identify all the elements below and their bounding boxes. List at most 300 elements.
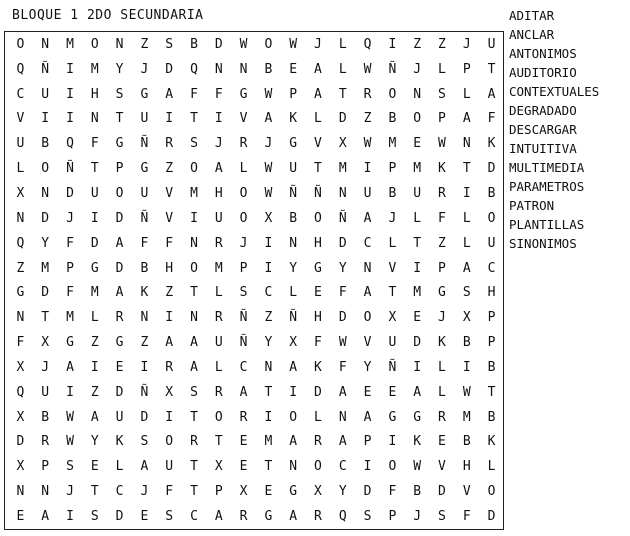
grid-cell[interactable]: H: [314, 310, 322, 326]
grid-cell[interactable]: G: [264, 508, 273, 524]
grid-cell[interactable]: B: [388, 111, 397, 127]
grid-cell[interactable]: L: [388, 235, 397, 251]
grid-cell[interactable]: E: [314, 285, 322, 301]
grid-cell[interactable]: D: [338, 310, 347, 326]
grid-cell[interactable]: F: [388, 484, 397, 500]
grid-cell[interactable]: X: [165, 384, 174, 400]
grid-cell[interactable]: X: [388, 310, 397, 326]
grid-cell[interactable]: R: [165, 359, 174, 375]
grid-cell[interactable]: T: [115, 111, 124, 127]
grid-cell[interactable]: F: [16, 335, 25, 351]
grid-cell[interactable]: I: [140, 359, 149, 375]
grid-cell[interactable]: K: [289, 111, 298, 127]
grid-cell[interactable]: I: [90, 210, 99, 226]
grid-cell[interactable]: L: [438, 384, 446, 400]
grid-cell[interactable]: S: [90, 508, 99, 524]
grid-cell[interactable]: Ñ: [338, 210, 347, 226]
grid-cell[interactable]: Z: [438, 36, 446, 52]
grid-cell[interactable]: D: [115, 210, 124, 226]
grid-cell[interactable]: D: [90, 235, 99, 251]
grid-cell[interactable]: I: [66, 86, 74, 102]
grid-cell[interactable]: P: [487, 310, 496, 326]
grid-cell[interactable]: T: [190, 484, 198, 500]
grid-cell[interactable]: V: [165, 210, 174, 226]
grid-cell[interactable]: V: [16, 111, 25, 127]
grid-cell[interactable]: N: [16, 310, 25, 326]
grid-cell[interactable]: P: [239, 260, 248, 276]
grid-cell[interactable]: E: [239, 459, 248, 475]
grid-cell[interactable]: I: [363, 459, 372, 475]
grid-cell[interactable]: Y: [363, 359, 372, 375]
grid-cell[interactable]: N: [115, 36, 124, 52]
grid-cell[interactable]: G: [289, 136, 298, 152]
grid-cell[interactable]: Ñ: [314, 185, 322, 201]
grid-cell[interactable]: L: [214, 359, 223, 375]
grid-cell[interactable]: B: [487, 409, 496, 425]
grid-cell[interactable]: G: [115, 136, 124, 152]
grid-cell[interactable]: H: [90, 86, 99, 102]
grid-cell[interactable]: X: [16, 359, 25, 375]
grid-cell[interactable]: Z: [140, 335, 149, 351]
grid-cell[interactable]: D: [115, 384, 124, 400]
grid-cell[interactable]: K: [140, 285, 149, 301]
grid-cell[interactable]: A: [338, 434, 347, 450]
grid-cell[interactable]: U: [165, 459, 174, 475]
grid-cell[interactable]: C: [16, 86, 25, 102]
grid-cell[interactable]: A: [487, 86, 496, 102]
grid-cell[interactable]: W: [66, 434, 74, 450]
grid-cell[interactable]: U: [140, 185, 149, 201]
grid-cell[interactable]: E: [289, 61, 298, 77]
grid-cell[interactable]: D: [66, 185, 74, 201]
grid-cell[interactable]: R: [214, 310, 223, 326]
grid-cell[interactable]: C: [363, 235, 372, 251]
grid-cell[interactable]: F: [338, 285, 347, 301]
grid-cell[interactable]: B: [41, 409, 50, 425]
grid-cell[interactable]: D: [41, 285, 50, 301]
grid-cell[interactable]: R: [239, 508, 248, 524]
grid-cell[interactable]: L: [462, 210, 471, 226]
grid-cell[interactable]: P: [487, 335, 496, 351]
grid-cell[interactable]: Ñ: [140, 210, 149, 226]
grid-cell[interactable]: K: [413, 434, 422, 450]
grid-cell[interactable]: I: [264, 409, 273, 425]
grid-cell[interactable]: S: [66, 459, 74, 475]
grid-cell[interactable]: D: [165, 61, 174, 77]
grid-cell[interactable]: F: [487, 111, 496, 127]
grid-cell[interactable]: L: [115, 459, 124, 475]
grid-cell[interactable]: A: [363, 409, 372, 425]
grid-cell[interactable]: T: [264, 459, 273, 475]
grid-cell[interactable]: B: [413, 484, 422, 500]
grid-cell[interactable]: Z: [165, 285, 174, 301]
grid-cell[interactable]: W: [66, 409, 74, 425]
grid-cell[interactable]: D: [413, 335, 422, 351]
grid-cell[interactable]: J: [239, 235, 248, 251]
grid-cell[interactable]: T: [90, 161, 99, 177]
grid-cell[interactable]: J: [413, 508, 422, 524]
grid-cell[interactable]: O: [41, 161, 50, 177]
grid-cell[interactable]: J: [314, 36, 322, 52]
grid-cell[interactable]: B: [487, 359, 496, 375]
grid-cell[interactable]: R: [363, 86, 372, 102]
grid-cell[interactable]: T: [264, 384, 273, 400]
grid-cell[interactable]: L: [438, 61, 446, 77]
grid-cell[interactable]: L: [314, 409, 322, 425]
grid-cell[interactable]: X: [16, 409, 25, 425]
grid-cell[interactable]: F: [165, 235, 174, 251]
grid-cell[interactable]: L: [413, 210, 422, 226]
grid-cell[interactable]: L: [438, 359, 446, 375]
grid-cell[interactable]: Z: [438, 235, 446, 251]
grid-cell[interactable]: Ñ: [388, 359, 397, 375]
grid-cell[interactable]: F: [165, 484, 174, 500]
grid-cell[interactable]: P: [462, 61, 471, 77]
grid-cell[interactable]: K: [115, 434, 124, 450]
grid-cell[interactable]: X: [41, 335, 50, 351]
grid-cell[interactable]: N: [16, 484, 25, 500]
grid-cell[interactable]: N: [462, 136, 471, 152]
grid-cell[interactable]: A: [338, 384, 347, 400]
grid-cell[interactable]: V: [462, 484, 471, 500]
grid-cell[interactable]: I: [264, 235, 273, 251]
grid-cell[interactable]: F: [66, 235, 74, 251]
grid-cell[interactable]: N: [190, 235, 198, 251]
grid-cell[interactable]: S: [363, 508, 372, 524]
grid-cell[interactable]: N: [41, 36, 50, 52]
grid-cell[interactable]: S: [462, 285, 471, 301]
grid-cell[interactable]: C: [190, 508, 198, 524]
grid-cell[interactable]: U: [41, 86, 50, 102]
grid-cell[interactable]: E: [388, 384, 397, 400]
grid-cell[interactable]: V: [239, 111, 248, 127]
grid-cell[interactable]: R: [214, 384, 223, 400]
grid-cell[interactable]: W: [264, 86, 273, 102]
grid-cell[interactable]: B: [41, 136, 50, 152]
grid-cell[interactable]: B: [462, 434, 471, 450]
grid-cell[interactable]: L: [462, 86, 471, 102]
grid-cell[interactable]: T: [214, 434, 223, 450]
grid-cell[interactable]: J: [214, 136, 223, 152]
grid-cell[interactable]: F: [214, 86, 223, 102]
grid-cell[interactable]: A: [165, 335, 174, 351]
grid-cell[interactable]: X: [314, 484, 322, 500]
grid-cell[interactable]: S: [165, 508, 174, 524]
grid-cell[interactable]: O: [487, 210, 496, 226]
grid-cell[interactable]: X: [462, 310, 471, 326]
grid-cell[interactable]: R: [314, 434, 322, 450]
grid-cell[interactable]: P: [388, 508, 397, 524]
grid-cell[interactable]: J: [438, 310, 446, 326]
grid-cell[interactable]: V: [388, 260, 397, 276]
grid-cell[interactable]: F: [314, 335, 322, 351]
grid-cell[interactable]: Z: [90, 335, 99, 351]
grid-cell[interactable]: Z: [165, 161, 174, 177]
grid-cell[interactable]: I: [214, 111, 223, 127]
grid-cell[interactable]: M: [413, 161, 422, 177]
grid-cell[interactable]: B: [190, 36, 198, 52]
grid-cell[interactable]: L: [338, 61, 347, 77]
grid-cell[interactable]: Y: [264, 335, 273, 351]
grid-cell[interactable]: A: [66, 359, 74, 375]
grid-cell[interactable]: Q: [338, 508, 347, 524]
grid-cell[interactable]: U: [487, 36, 496, 52]
grid-cell[interactable]: I: [66, 384, 74, 400]
grid-cell[interactable]: E: [438, 434, 446, 450]
grid-cell[interactable]: U: [487, 235, 496, 251]
grid-cell[interactable]: T: [90, 484, 99, 500]
grid-cell[interactable]: G: [314, 260, 322, 276]
grid-cell[interactable]: E: [115, 359, 124, 375]
grid-cell[interactable]: U: [140, 111, 149, 127]
grid-cell[interactable]: A: [289, 434, 298, 450]
grid-cell[interactable]: D: [115, 508, 124, 524]
grid-cell[interactable]: H: [487, 285, 496, 301]
grid-cell[interactable]: Ñ: [289, 185, 298, 201]
grid-cell[interactable]: G: [115, 335, 124, 351]
grid-cell[interactable]: P: [289, 86, 298, 102]
grid-cell[interactable]: D: [140, 409, 149, 425]
grid-cell[interactable]: J: [388, 210, 397, 226]
grid-cell[interactable]: E: [264, 484, 273, 500]
grid-cell[interactable]: I: [41, 111, 50, 127]
grid-cell[interactable]: Z: [90, 384, 99, 400]
grid-cell[interactable]: L: [214, 285, 223, 301]
grid-cell[interactable]: O: [487, 484, 496, 500]
grid-cell[interactable]: I: [413, 260, 422, 276]
grid-cell[interactable]: M: [264, 434, 273, 450]
grid-cell[interactable]: D: [16, 434, 25, 450]
grid-cell[interactable]: L: [314, 111, 322, 127]
grid-cell[interactable]: A: [289, 508, 298, 524]
grid-cell[interactable]: K: [438, 161, 446, 177]
grid-cell[interactable]: M: [190, 185, 198, 201]
grid-cell[interactable]: T: [462, 161, 471, 177]
grid-cell[interactable]: J: [66, 210, 74, 226]
grid-cell[interactable]: F: [338, 359, 347, 375]
grid-cell[interactable]: T: [314, 161, 322, 177]
grid-cell[interactable]: E: [239, 434, 248, 450]
grid-cell[interactable]: H: [165, 260, 174, 276]
grid-cell[interactable]: W: [363, 61, 372, 77]
grid-cell[interactable]: M: [90, 285, 99, 301]
grid-cell[interactable]: U: [289, 161, 298, 177]
grid-cell[interactable]: T: [338, 86, 347, 102]
grid-cell[interactable]: A: [214, 508, 223, 524]
grid-cell[interactable]: L: [16, 161, 25, 177]
grid-cell[interactable]: A: [115, 285, 124, 301]
grid-cell[interactable]: J: [140, 484, 149, 500]
grid-cell[interactable]: W: [264, 185, 273, 201]
grid-cell[interactable]: N: [289, 235, 298, 251]
grid-cell[interactable]: I: [462, 359, 471, 375]
grid-cell[interactable]: D: [115, 260, 124, 276]
grid-cell[interactable]: N: [338, 409, 347, 425]
grid-cell[interactable]: W: [264, 161, 273, 177]
grid-cell[interactable]: I: [388, 36, 397, 52]
grid-cell[interactable]: Ñ: [140, 384, 149, 400]
grid-cell[interactable]: A: [115, 235, 124, 251]
grid-cell[interactable]: I: [462, 185, 471, 201]
grid-cell[interactable]: R: [190, 434, 198, 450]
grid-cell[interactable]: E: [16, 508, 25, 524]
grid-cell[interactable]: N: [90, 111, 99, 127]
grid-cell[interactable]: N: [41, 185, 50, 201]
grid-cell[interactable]: M: [338, 161, 347, 177]
grid-cell[interactable]: A: [462, 111, 471, 127]
grid-cell[interactable]: Q: [16, 384, 25, 400]
grid-cell[interactable]: O: [289, 409, 298, 425]
grid-cell[interactable]: A: [314, 61, 322, 77]
grid-cell[interactable]: O: [314, 459, 322, 475]
grid-cell[interactable]: T: [41, 310, 50, 326]
grid-cell[interactable]: D: [41, 210, 50, 226]
grid-cell[interactable]: A: [289, 359, 298, 375]
grid-cell[interactable]: X: [289, 335, 298, 351]
grid-cell[interactable]: F: [462, 508, 471, 524]
grid-cell[interactable]: Y: [338, 260, 347, 276]
grid-cell[interactable]: Y: [90, 434, 99, 450]
grid-cell[interactable]: Q: [66, 136, 74, 152]
grid-cell[interactable]: W: [338, 335, 347, 351]
grid-cell[interactable]: O: [239, 210, 248, 226]
grid-cell[interactable]: W: [289, 36, 298, 52]
grid-cell[interactable]: B: [487, 185, 496, 201]
grid-cell[interactable]: B: [289, 210, 298, 226]
grid-cell[interactable]: T: [190, 459, 198, 475]
grid-cell[interactable]: A: [190, 335, 198, 351]
grid-cell[interactable]: D: [214, 36, 223, 52]
grid-cell[interactable]: A: [239, 384, 248, 400]
grid-cell[interactable]: X: [214, 459, 223, 475]
grid-cell[interactable]: D: [438, 484, 446, 500]
grid-cell[interactable]: O: [16, 36, 25, 52]
grid-cell[interactable]: X: [338, 136, 347, 152]
grid-cell[interactable]: Q: [16, 61, 25, 77]
grid-cell[interactable]: I: [165, 310, 174, 326]
grid-cell[interactable]: A: [214, 161, 223, 177]
grid-cell[interactable]: S: [438, 508, 446, 524]
grid-cell[interactable]: K: [487, 434, 496, 450]
grid-cell[interactable]: W: [462, 384, 471, 400]
grid-cell[interactable]: W: [438, 136, 446, 152]
grid-cell[interactable]: W: [363, 136, 372, 152]
grid-cell[interactable]: X: [16, 459, 25, 475]
grid-cell[interactable]: O: [214, 409, 223, 425]
grid-cell[interactable]: I: [66, 61, 74, 77]
grid-cell[interactable]: I: [289, 384, 298, 400]
grid-cell[interactable]: D: [363, 484, 372, 500]
grid-cell[interactable]: K: [314, 359, 322, 375]
grid-cell[interactable]: I: [413, 359, 422, 375]
grid-cell[interactable]: Z: [264, 310, 273, 326]
grid-cell[interactable]: I: [363, 161, 372, 177]
grid-cell[interactable]: L: [239, 161, 248, 177]
grid-cell[interactable]: U: [41, 384, 50, 400]
grid-cell[interactable]: P: [214, 484, 223, 500]
grid-cell[interactable]: A: [363, 285, 372, 301]
grid-cell[interactable]: B: [462, 335, 471, 351]
grid-cell[interactable]: N: [289, 459, 298, 475]
grid-cell[interactable]: P: [388, 161, 397, 177]
grid-cell[interactable]: M: [66, 310, 74, 326]
grid-cell[interactable]: M: [462, 409, 471, 425]
grid-cell[interactable]: O: [264, 36, 273, 52]
grid-cell[interactable]: R: [314, 508, 322, 524]
grid-cell[interactable]: S: [190, 136, 198, 152]
grid-cell[interactable]: E: [140, 508, 149, 524]
grid-cell[interactable]: Ñ: [388, 61, 397, 77]
grid-cell[interactable]: Z: [413, 36, 422, 52]
grid-cell[interactable]: F: [66, 285, 74, 301]
grid-cell[interactable]: M: [388, 136, 397, 152]
grid-cell[interactable]: C: [239, 359, 248, 375]
grid-cell[interactable]: O: [190, 260, 198, 276]
grid-cell[interactable]: B: [388, 185, 397, 201]
grid-cell[interactable]: F: [438, 210, 446, 226]
grid-cell[interactable]: D: [338, 111, 347, 127]
grid-cell[interactable]: C: [487, 260, 496, 276]
grid-cell[interactable]: R: [239, 136, 248, 152]
grid-cell[interactable]: Ñ: [66, 161, 74, 177]
grid-cell[interactable]: O: [363, 310, 372, 326]
grid-cell[interactable]: V: [165, 185, 174, 201]
grid-cell[interactable]: S: [239, 285, 248, 301]
grid-cell[interactable]: T: [190, 285, 198, 301]
grid-cell[interactable]: J: [462, 36, 471, 52]
grid-cell[interactable]: O: [388, 459, 397, 475]
grid-cell[interactable]: W: [239, 36, 248, 52]
grid-cell[interactable]: C: [115, 484, 124, 500]
grid-cell[interactable]: W: [413, 459, 422, 475]
grid-cell[interactable]: G: [239, 86, 248, 102]
grid-cell[interactable]: B: [264, 61, 273, 77]
grid-cell[interactable]: M: [90, 61, 99, 77]
grid-cell[interactable]: G: [90, 260, 99, 276]
grid-cell[interactable]: P: [438, 111, 446, 127]
grid-cell[interactable]: A: [140, 459, 149, 475]
grid-cell[interactable]: R: [239, 409, 248, 425]
grid-cell[interactable]: H: [214, 185, 223, 201]
grid-cell[interactable]: L: [338, 36, 347, 52]
grid-cell[interactable]: J: [264, 136, 273, 152]
grid-cell[interactable]: A: [190, 359, 198, 375]
grid-cell[interactable]: R: [41, 434, 50, 450]
grid-cell[interactable]: Q: [363, 36, 372, 52]
grid-cell[interactable]: U: [214, 210, 223, 226]
grid-cell[interactable]: P: [115, 161, 124, 177]
grid-cell[interactable]: S: [140, 434, 149, 450]
grid-cell[interactable]: I: [264, 260, 273, 276]
grid-cell[interactable]: R: [438, 409, 446, 425]
grid-cell[interactable]: A: [41, 508, 50, 524]
grid-cell[interactable]: D: [487, 161, 496, 177]
grid-cell[interactable]: D: [314, 384, 322, 400]
grid-cell[interactable]: T: [487, 384, 496, 400]
grid-cell[interactable]: A: [462, 260, 471, 276]
grid-cell[interactable]: G: [140, 86, 149, 102]
grid-cell[interactable]: O: [190, 161, 198, 177]
grid-cell[interactable]: I: [90, 359, 99, 375]
grid-cell[interactable]: Z: [16, 260, 25, 276]
grid-cell[interactable]: P: [363, 434, 372, 450]
grid-cell[interactable]: E: [363, 384, 372, 400]
grid-cell[interactable]: P: [41, 459, 50, 475]
grid-cell[interactable]: H: [314, 235, 322, 251]
grid-cell[interactable]: N: [140, 310, 149, 326]
grid-cell[interactable]: K: [487, 136, 496, 152]
grid-cell[interactable]: S: [115, 86, 124, 102]
